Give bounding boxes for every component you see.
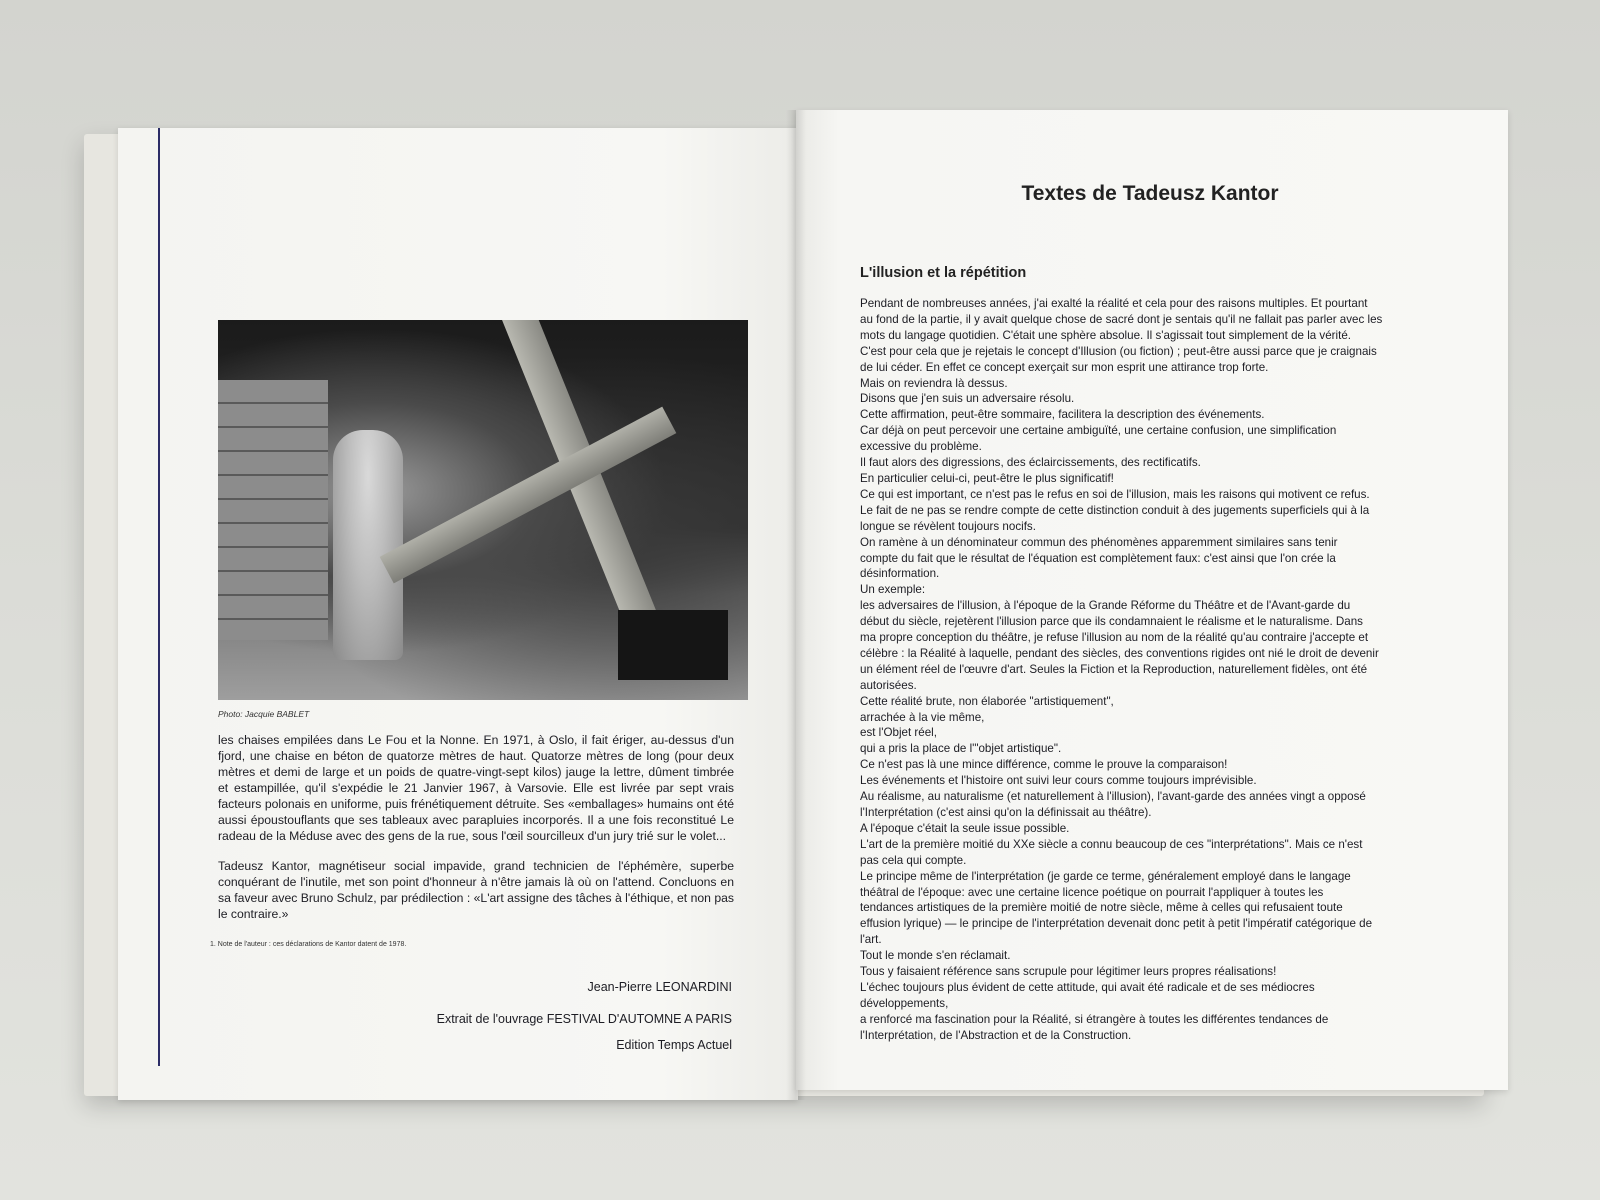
right-body-text [860,296,1383,1044]
author-signature: Jean-Pierre LEONARDINI [587,980,732,994]
body-line: C'est pour cela que je rejetais le concept d'Illusion (ou fiction) ; peut-être aussi parce que je craignais [860,344,1377,358]
body-line: les adversaires de l'illusion, à l'époque de la Grande Réforme du Théâtre et de l'Avant-garde du [860,599,1351,613]
body-line: de lui céder. En effet ce concept exerçait sur mon esprit une attirance trop forte. [860,360,1269,374]
body-line: célèbre : la Réalité à laquelle, pendant des siècles, des conventions rigides ont nié le droit de devenir [860,646,1379,660]
footnote: 1. Note de l'auteur : ces déclarations de Kantor datent de 1978. [210,941,407,948]
body-line: Tous y faisaient référence sans scrupule pour légitimer leurs propres réalisations! [860,965,1277,979]
body-line: Ce n'est pas là une mince différence, comme le prouve la comparaison! [860,758,1228,772]
body-line: début du siècle, rejetèrent l'illusion parce que ils condamnaient le réalisme et le naturalisme. Dans [860,615,1363,629]
body-line: qui a pris la place de l'"objet artistique". [860,742,1062,756]
body-line: Les événements et l'histoire ont suivi leur cours comme toujours imprévisible. [860,774,1257,788]
body-line: Un exemple: [860,583,926,597]
body-line: désinformation. [860,567,940,581]
body-line: arrachée à la vie même, [860,710,985,724]
body-line: L'échec toujours plus évident de cette attitude, qui avait été radicale et de ses médiocres [860,980,1315,994]
body-line: Il faut alors des digressions, des éclaircissements, des rectificatifs. [860,456,1201,470]
body-line: l'art. [860,933,882,947]
body-line: est l'Objet réel, [860,726,937,740]
section-title: L'illusion et la répétition [860,265,1027,281]
page-title: Textes de Tadeusz Kantor [1021,182,1279,205]
body-line: Tout le monde s'en réclamait. [860,949,1011,963]
body-line: excessive du problème. [860,440,982,454]
body-line: autorisées. [860,678,917,692]
body-line: Mais on reviendra là dessus. [860,376,1008,390]
body-line: Au réalisme, au naturalisme (et naturellement à l'illusion), l'avant-garde des années vingt a opposé [860,790,1366,804]
left-paragraph-1: les chaises empilées dans Le Fou et la Nonne. En 1971, à Oslo, il fait ériger, au-dessus d'un fjord, une chaise en béton de quatorze mètres de haut. Quatorze mètres de long (pour deux mètres et demi de large et un poids de quatre-vingt-sept kilos) jauge la lettre, dûment timbrée et estampillée, qu'il s'expédie le 21 Janvier 1967, à Varsovie. Elle est livrée par sept vrais facteurs polonais en uniforme, puis frénétiquement détruite. Ses «emballages» humains ont été aussi époustouflants que ses tableaux avec parapluies incorporés. Il a une fois reconstitué Le radeau de la Méduse avec des gens de la rue, sous l'œil sourcilleux d'un jury trié sur le volet... [218,733,734,843]
body-line: au fond de la partie, il y avait quelque chose de sacré dont je sentais qu'il ne fallait pas parler avec les [860,312,1383,326]
body-line: Car déjà on peut percevoir une certaine ambiguïté, une certaine confusion, une simplification [860,424,1337,438]
body-line: un élément réel de l'œuvre d'art. Seules la Fiction et la Reproduction, naturellement fidèles, ont été [860,662,1368,676]
body-line: l'Interprétation, de l'Abstraction et de la Construction. [860,1028,1132,1042]
body-line: théâtral de l'époque: avec une certaine licence poétique on pourrait l'appliquer à toutes les [860,885,1324,899]
body-line: tendances artistiques de la première moitié de notre siècle, même à celles qui refusaient toute [860,901,1343,915]
left-body-text [218,732,734,936]
body-line: En particulier celui-ci, peut-être le plus significatif! [860,471,1114,485]
body-line: longue se révèlent toujours nocifs. [860,519,1036,533]
left-paragraph-2: Tadeusz Kantor, magnétiseur social impavide, grand technicien de l'éphémère, superbe conquérant de l'inutile, met son point d'honneur à n'être jamais là où on l'attend. Concluons en sa faveur avec Bruno Schulz, par prédilection : «L'art assigne des tâches à l'éthique, et non pas le contraire.» [218,859,734,921]
body-line: Ce qui est important, ce n'est pas le refus en soi de l'illusion, mais les raisons qui motivent ce refus. [860,487,1370,501]
body-line: Le fait de ne pas se rendre compte de cette distinction conduit à des jugements superficiels qui à la [860,503,1370,517]
body-line: Cette réalité brute, non élaborée "artistiquement", [860,694,1114,708]
body-line: On ramène à un dénominateur commun des phénomènes apparemment similaires sans tenir [860,535,1338,549]
photo-wooden-wall [218,380,328,640]
book-gutter [786,110,806,1100]
body-line: mots du langage quotidien. C'était une sphère absolue. Il s'agissait tout simplement de la vérité. [860,328,1352,342]
body-line: A l'époque c'était la seule issue possible. [860,821,1070,835]
body-line: Disons que j'en suis un adversaire résolu. [860,392,1075,406]
body-line: Le principe même de l'interprétation (je garde ce terme, généralement employé dans le langage [860,869,1351,883]
body-line: pas cela qui compte. [860,853,967,867]
body-line: Cette affirmation, peut-être sommaire, facilitera la description des événements. [860,408,1265,422]
photo-credit: Photo: Jacquie BABLET [218,709,310,719]
body-line: développements, [860,996,949,1010]
body-line: L'art de la première moitié du XXe siècle a connu beaucoup de ces "interprétations". Mais ce n'est [860,837,1363,851]
body-line: effusion lyrique) — le principe de l'interprétation devenait donc petit à petit l'impératif catégorique de [860,917,1373,931]
source-edition: Edition Temps Actuel [616,1038,732,1052]
body-line: a renforcé ma fascination pour la Réalité, si étrangère à toutes les différentes tendances de [860,1012,1329,1026]
body-line: l'Interprétation (c'est ainsi qu'on la définissait au théâtre). [860,806,1152,819]
theatre-photo [218,320,748,700]
photo-dark-box [618,610,728,680]
body-line: ma propre conception du théâtre, je refuse l'illusion au nom de la réalité qu'au contraire j'accepte et [860,631,1369,645]
body-line: compte du fait que le résultat de l'équation est complètement faux: c'est ainsi que l'on crée la [860,551,1336,565]
source-extract: Extrait de l'ouvrage FESTIVAL D'AUTOMNE A PARIS [436,1012,732,1026]
photo-actor-figure [333,430,403,660]
body-line: Pendant de nombreuses années, j'ai exalté la réalité et cela pour des raisons multiples. Et pourtant [860,297,1368,310]
